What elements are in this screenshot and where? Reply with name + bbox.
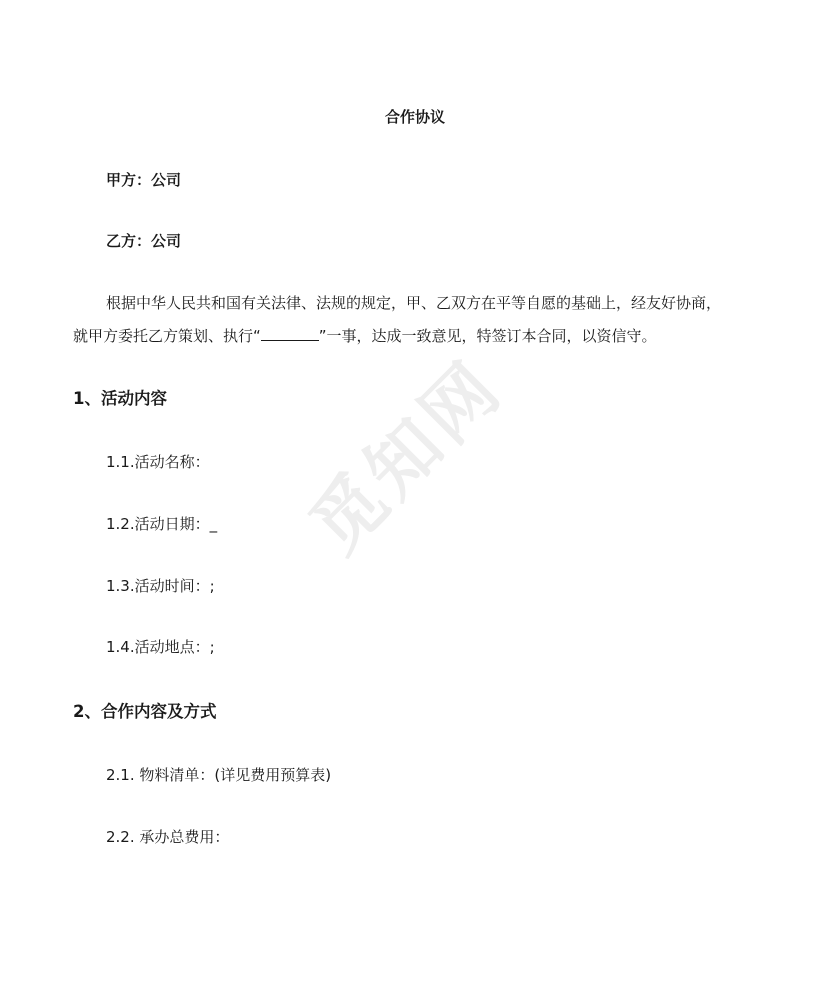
- blank-underline: [261, 325, 319, 341]
- intro-line2-prefix: 就甲方委托乙方策划、执行“: [73, 327, 261, 345]
- section-1-item: 1.3.活动时间：;: [106, 577, 215, 595]
- section-1-item: 1.2.活动日期：_: [106, 515, 218, 533]
- party-b: 乙方：公司: [106, 232, 182, 250]
- document-title: 合作协议: [384, 108, 445, 126]
- section-1-item: 1.4.活动地点：;: [106, 638, 215, 656]
- intro-line2-suffix: ”一事，达成一致意见，特签订本合同，以资信守。: [318, 327, 657, 345]
- section-2-item: 2.1. 物料清单：(详见费用预算表): [106, 766, 332, 784]
- section-1-heading: 1、活动内容: [73, 389, 167, 408]
- watermark: 觅知网: [293, 343, 519, 569]
- intro-paragraph-line-2: [73, 325, 657, 346]
- section-1-item: 1.1.活动名称：: [106, 453, 210, 471]
- party-a: 甲方：公司: [106, 171, 182, 189]
- section-2-item: 2.2. 承办总费用：: [106, 828, 230, 846]
- section-2-heading: 2、合作内容及方式: [73, 702, 217, 721]
- intro-paragraph-line-1: 根据中华人民共和国有关法律、法规的规定，甲、乙双方在平等自愿的基础上，经友好协商，: [106, 294, 722, 312]
